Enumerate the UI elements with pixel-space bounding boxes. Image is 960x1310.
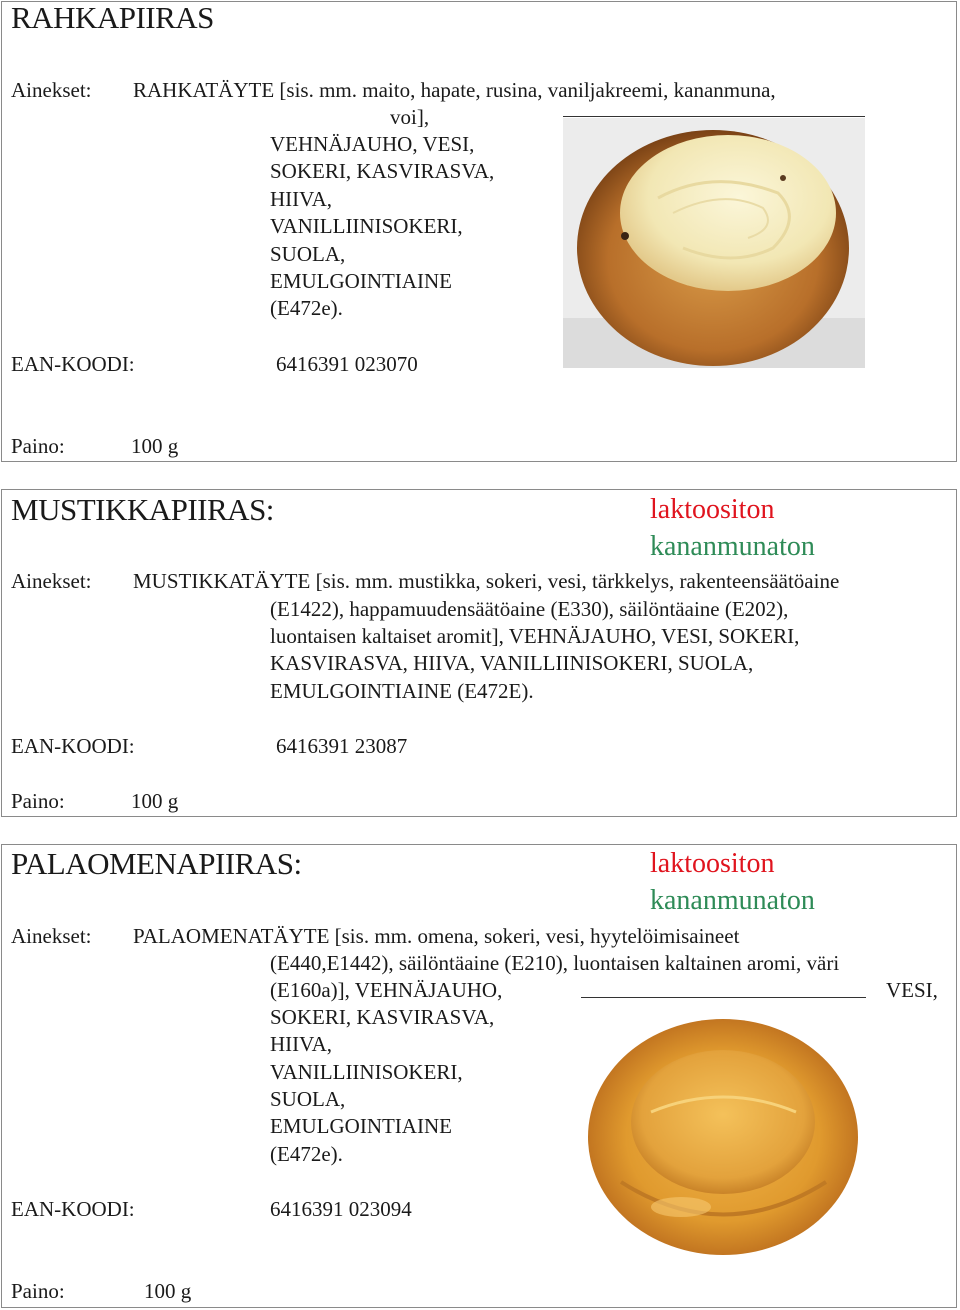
- ingredients-line: (E1422), happamuudensäätöaine (E330), säilöntäaine (E202),: [270, 597, 789, 621]
- ingredients-line: MUSTIKKATÄYTE [sis. mm. mustikka, sokeri, vesi, tärkkelys, rakenteensäätöaine: [133, 569, 840, 593]
- ingredients-line: EMULGOINTIAINE: [270, 269, 452, 293]
- weight-label: Paino:: [11, 789, 65, 813]
- ingredients-label: Ainekset:: [11, 78, 92, 102]
- weight-label: Paino:: [11, 434, 65, 458]
- ingredients-line: HIIVA,: [270, 187, 333, 211]
- ingredients-line: EMULGOINTIAINE (E472E).: [270, 679, 534, 703]
- lactose-free-badge: laktoositon: [650, 494, 775, 525]
- egg-free-badge: kananmunaton: [650, 885, 815, 916]
- ingredients-line: (E472e).: [270, 1142, 343, 1166]
- ingredients-line: KASVIRASVA, HIIVA, VANILLIINISOKERI, SUOLA,: [270, 651, 754, 675]
- ean-label: EAN-KOODI:: [11, 352, 135, 376]
- product-photo-cheese-pie: [563, 118, 865, 368]
- weight-value: 100 g: [144, 1279, 192, 1303]
- ingredients-line: SOKERI, KASVIRASVA,: [270, 159, 495, 183]
- weight-label: Paino:: [11, 1279, 65, 1303]
- ingredients-line: SUOLA,: [270, 1087, 346, 1111]
- ean-code: 6416391 23087: [276, 734, 408, 758]
- ingredients-line: (E472e).: [270, 296, 343, 320]
- ingredients-line: RAHKATÄYTE [sis. mm. maito, hapate, rusina, vaniljakreemi, kananmuna,: [133, 78, 776, 102]
- ean-label: EAN-KOODI:: [11, 1197, 135, 1221]
- ingredients-line: (E160a)], VEHNÄJAUHO,: [270, 978, 503, 1002]
- divider-line: [563, 116, 865, 117]
- ingredients-line: VEHNÄJAUHO, VESI,: [270, 132, 475, 156]
- ingredients-line: VANILLIINISOKERI,: [270, 1060, 463, 1084]
- product-photo-apple-pie: [581, 1002, 866, 1267]
- ean-code: 6416391 023094: [270, 1197, 412, 1221]
- ingredients-line: SUOLA,: [270, 242, 346, 266]
- ingredients-line: HIIVA,: [270, 1032, 333, 1056]
- ingredients-line: VESI,: [886, 978, 938, 1002]
- lactose-free-badge: laktoositon: [650, 848, 775, 879]
- ingredients-label: Ainekset:: [11, 924, 92, 948]
- ingredients-line: voi],: [390, 105, 430, 129]
- product-title: RAHKAPIIRAS: [11, 0, 214, 35]
- ean-label: EAN-KOODI:: [11, 734, 135, 758]
- ingredients-line: PALAOMENATÄYTE [sis. mm. omena, sokeri, vesi, hyytelöimisaineet: [133, 924, 740, 948]
- ingredients-line: (E440,E1442), säilöntäaine (E210), luontaisen kaltainen aromi, väri: [270, 951, 840, 975]
- ingredients-line: VANILLIINISOKERI,: [270, 214, 463, 238]
- weight-value: 100 g: [131, 789, 179, 813]
- product-title: PALAOMENAPIIRAS:: [11, 846, 302, 881]
- ingredients-label: Ainekset:: [11, 569, 92, 593]
- ingredients-line: SOKERI, KASVIRASVA,: [270, 1005, 495, 1029]
- ean-code: 6416391 023070: [276, 352, 418, 376]
- product-title: MUSTIKKAPIIRAS:: [11, 492, 274, 527]
- weight-value: 100 g: [131, 434, 179, 458]
- ingredients-line: EMULGOINTIAINE: [270, 1114, 452, 1138]
- egg-free-badge: kananmunaton: [650, 531, 815, 562]
- divider-line: [581, 997, 866, 998]
- ingredients-line: luontaisen kaltaiset aromit], VEHNÄJAUHO, VESI, SOKERI,: [270, 624, 800, 648]
